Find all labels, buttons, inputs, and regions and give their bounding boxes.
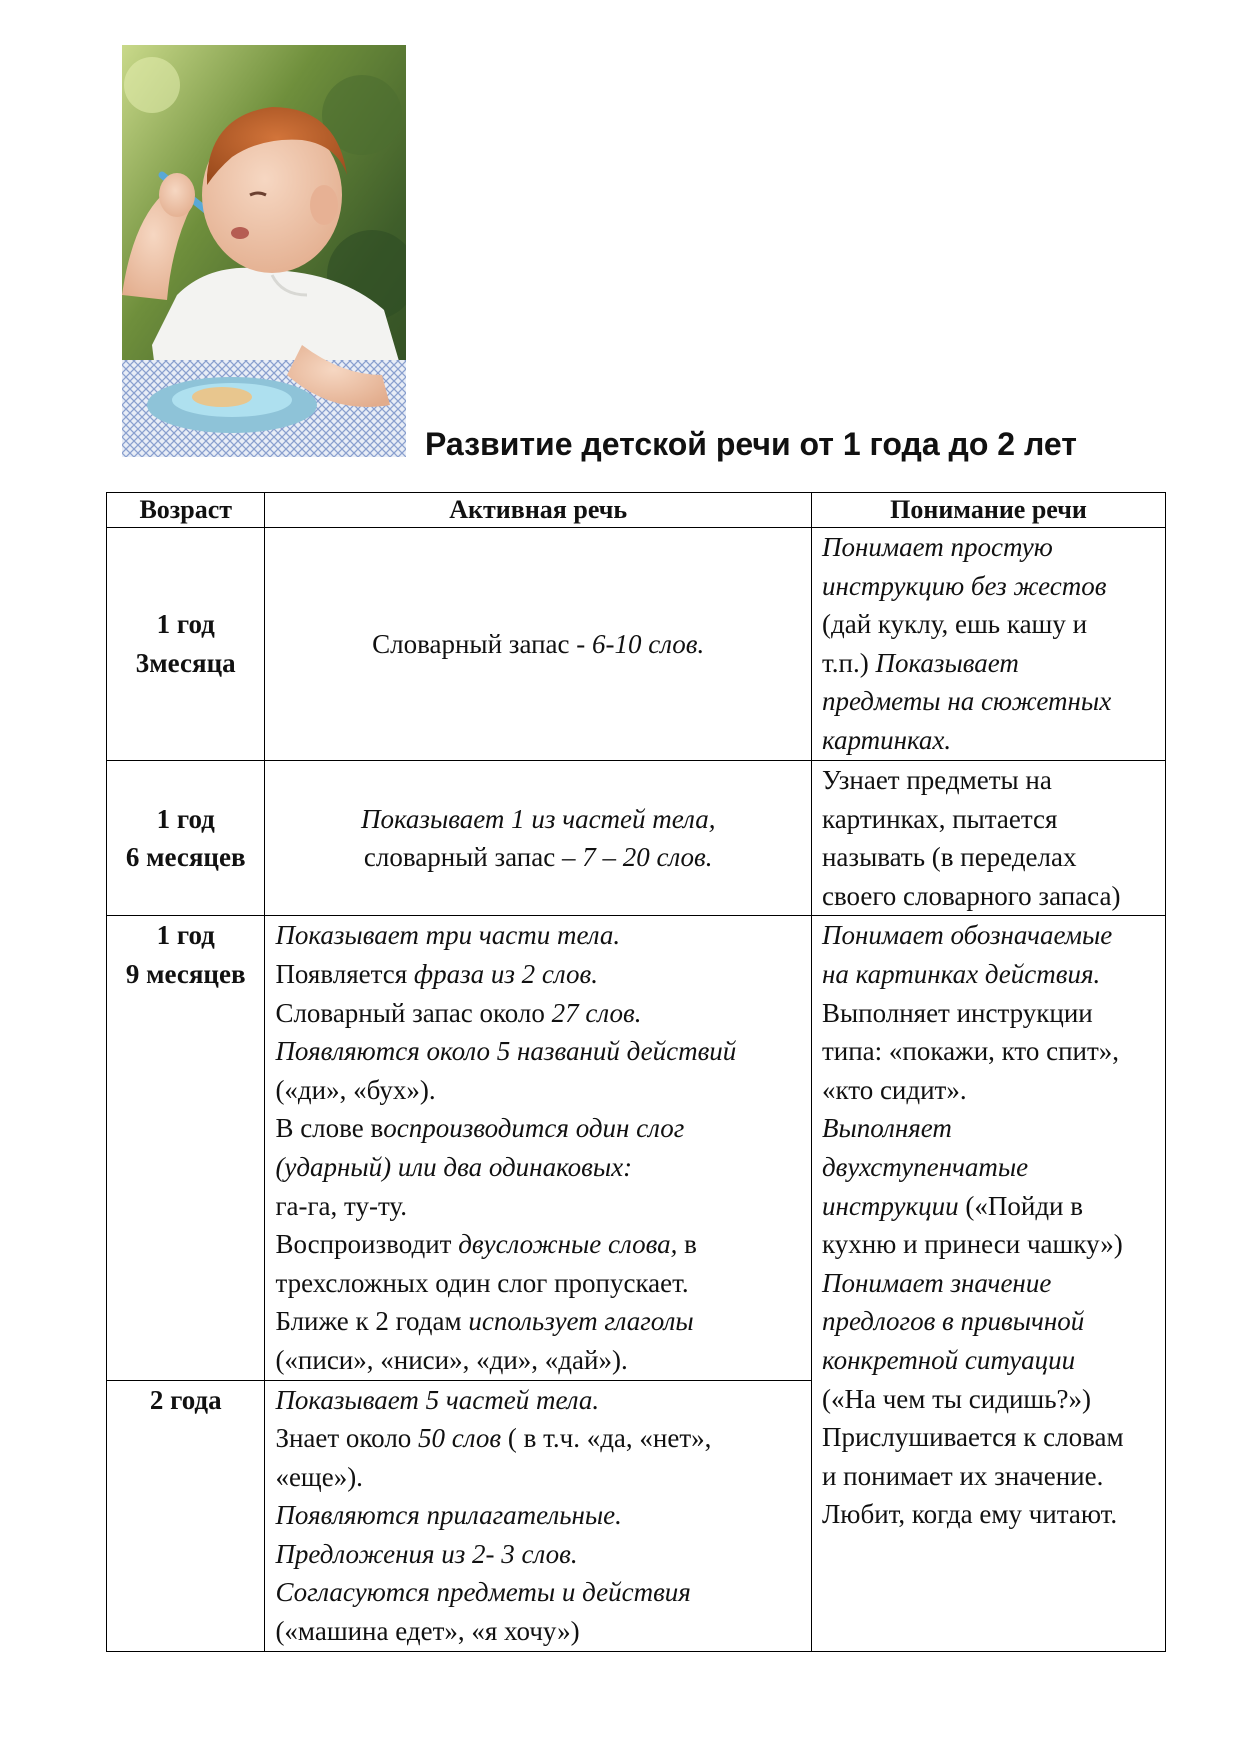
photo-child-eating (122, 45, 406, 457)
text-line (822, 1418, 1159, 1457)
text-run: («писи», «ниси», «ди», «дай»). (275, 1344, 628, 1375)
text-run: Знает около (275, 1423, 419, 1454)
text-run: и понимает их значение. (821, 1460, 1104, 1491)
text-run: Показывает (875, 647, 1019, 678)
text-line (822, 1495, 1159, 1534)
text-run: Понимает обозначаемые (821, 920, 1113, 951)
text-run: 50 слов (418, 1423, 502, 1454)
text-run: трехсложных один слог пропускает. (275, 1267, 689, 1298)
text-run: (дай куклу, ешь кашу и (821, 609, 1088, 640)
text-line (822, 1302, 1159, 1341)
text-line (822, 567, 1159, 606)
text-line (275, 1535, 805, 1574)
text-run: инструкцию без жестов (821, 570, 1107, 601)
text-run: (ударный) или два одинаковых: (275, 1151, 633, 1182)
understanding-cell (811, 916, 1165, 1651)
text-run: Узнает предметы на (821, 765, 1052, 795)
text-run: типа: «покажи, кто спит», (821, 1036, 1120, 1067)
age-cell (107, 916, 265, 1380)
text-line (275, 1458, 805, 1497)
active-speech-cell (265, 916, 812, 1380)
text-run: Любит, когда ему читают. (821, 1499, 1118, 1530)
table-row (107, 916, 1166, 1380)
text-run: предлогов в привычной (821, 1306, 1085, 1337)
age-line: 3месяца (135, 648, 236, 678)
text-run: в (677, 1229, 697, 1260)
header-understanding: Понимание речи (811, 493, 1165, 528)
understanding-cell (811, 761, 1165, 916)
text-run: т.п.) (821, 647, 876, 678)
text-line (275, 1341, 805, 1380)
text-run: Предложения из 2- 3 слов. (275, 1538, 578, 1569)
text-line (822, 1148, 1159, 1187)
text-line (822, 1225, 1159, 1264)
text-run: картинках. (821, 724, 952, 755)
age-line: 2 года (149, 1384, 222, 1415)
text-run: «кто сидит». (821, 1074, 967, 1105)
text-run: называть (в переделах (821, 842, 1077, 873)
text-line (822, 877, 1159, 916)
text-line (275, 1264, 805, 1303)
text-run: Показывает три части тела. (275, 920, 621, 951)
age-cell (107, 1380, 265, 1651)
text-line (275, 1187, 805, 1226)
text-line (275, 1381, 805, 1420)
text-line (275, 1225, 805, 1264)
text-run: «еще»). (275, 1461, 363, 1492)
text-line (822, 1380, 1159, 1419)
text-run: Выполняет инструкции (821, 997, 1093, 1028)
age-line: 1 год (156, 920, 215, 951)
text-run: картинках, пытается (821, 803, 1058, 834)
text-run: Появляются около 5 названий действий (275, 1036, 737, 1067)
text-run: оспроизводится один слог (383, 1113, 685, 1144)
age-line: 6 месяцев (125, 842, 246, 873)
age-line: 1 год (156, 803, 215, 834)
text-line (822, 605, 1159, 644)
text-run: на картинках действия. (821, 958, 1101, 989)
text-run: фраза из 2 слов. (413, 958, 598, 989)
text-line (822, 1071, 1159, 1110)
text-line (275, 1419, 805, 1458)
active-speech-cell (265, 1380, 812, 1651)
text-run: конкретной ситуации (821, 1344, 1076, 1375)
text-run: Понимает простую (821, 532, 1053, 562)
text-run: («Пойди в (958, 1190, 1083, 1221)
text-line (822, 1264, 1159, 1303)
text-run: Появляется (275, 958, 414, 989)
text-run: ( в т.ч. «да, «нет», (501, 1423, 712, 1454)
text-line (822, 761, 1159, 800)
text-line (822, 528, 1159, 567)
text-run: своего словарного запаса) (821, 880, 1121, 911)
text-run: Воспроизводит (275, 1229, 459, 1260)
text-line (275, 1496, 805, 1535)
text-line (822, 1457, 1159, 1496)
header-age: Возраст (107, 493, 265, 528)
text-run: двусложные слова, (458, 1229, 678, 1260)
text-line (822, 994, 1159, 1033)
text-run: 7 – 20 слов. (582, 842, 713, 873)
age-line: 1 год (156, 609, 215, 640)
text-run: В слове в (275, 1113, 384, 1144)
text-line (822, 721, 1159, 760)
header-active-speech: Активная речь (265, 493, 812, 528)
text-run: инструкции (821, 1190, 959, 1221)
age-line: 9 месяцев (125, 958, 246, 989)
age-cell (107, 761, 265, 916)
active-speech-cell (265, 528, 812, 761)
text-run: Ближе к 2 годам (275, 1306, 469, 1337)
text-run: га-га, ту-ту. (275, 1190, 407, 1221)
text-run: Появляются прилагательные. (275, 1500, 622, 1531)
text-line (822, 1032, 1159, 1071)
text-line (822, 800, 1159, 839)
text-line (275, 994, 805, 1033)
text-line (822, 1187, 1159, 1226)
text-run: («машина едет», «я хочу») (275, 1616, 580, 1647)
speech-development-table (106, 492, 1166, 1652)
text-run: («На чем ты сидишь?») (821, 1383, 1091, 1414)
text-line (265, 800, 811, 839)
page-title: Развитие детской речи от 1 года до 2 лет (425, 426, 1077, 462)
text-line (275, 1071, 805, 1110)
text-line (822, 1341, 1159, 1380)
text-run: 6-10 слов. (591, 628, 705, 659)
text-line (265, 838, 811, 877)
text-run: («ди», «бух»). (275, 1074, 436, 1105)
text-line (275, 1573, 805, 1612)
text-run: использует глаголы (468, 1306, 694, 1337)
text-line (275, 1302, 805, 1341)
text-line (275, 1109, 805, 1148)
table-header-row (107, 493, 1166, 528)
text-run: двухступенчатые (821, 1151, 1029, 1182)
text-run: Понимает значение (821, 1267, 1052, 1298)
text-line (275, 955, 805, 994)
text-run: Словарный запас около (275, 997, 552, 1028)
text-run: Показывает 5 частей тела. (275, 1384, 600, 1415)
age-cell (107, 528, 265, 761)
text-run: словарный запас – (363, 842, 583, 873)
text-line (265, 625, 811, 664)
text-run: предметы на сюжетных (821, 686, 1112, 717)
text-run: Выполняет (821, 1113, 952, 1144)
text-line (275, 916, 805, 955)
understanding-cell (811, 528, 1165, 761)
text-line (275, 1148, 805, 1187)
table-row (107, 528, 1166, 761)
text-run: кухню и принеси чашку») (821, 1229, 1123, 1260)
text-line (822, 955, 1159, 994)
text-line (822, 838, 1159, 877)
text-line (822, 1109, 1159, 1148)
table-row (107, 761, 1166, 916)
text-line (822, 682, 1159, 721)
active-speech-cell (265, 761, 812, 916)
text-run: Согласуются предметы и действия (275, 1577, 691, 1608)
text-line (275, 1032, 805, 1071)
text-line (275, 1612, 805, 1651)
text-run: Показывает 1 из частей тела, (360, 803, 716, 834)
text-line (822, 916, 1159, 955)
text-line (822, 644, 1159, 683)
text-run: Прислушивается к словам (821, 1422, 1124, 1453)
text-run: 27 слов. (551, 997, 642, 1028)
text-run: Словарный запас - (372, 628, 592, 659)
